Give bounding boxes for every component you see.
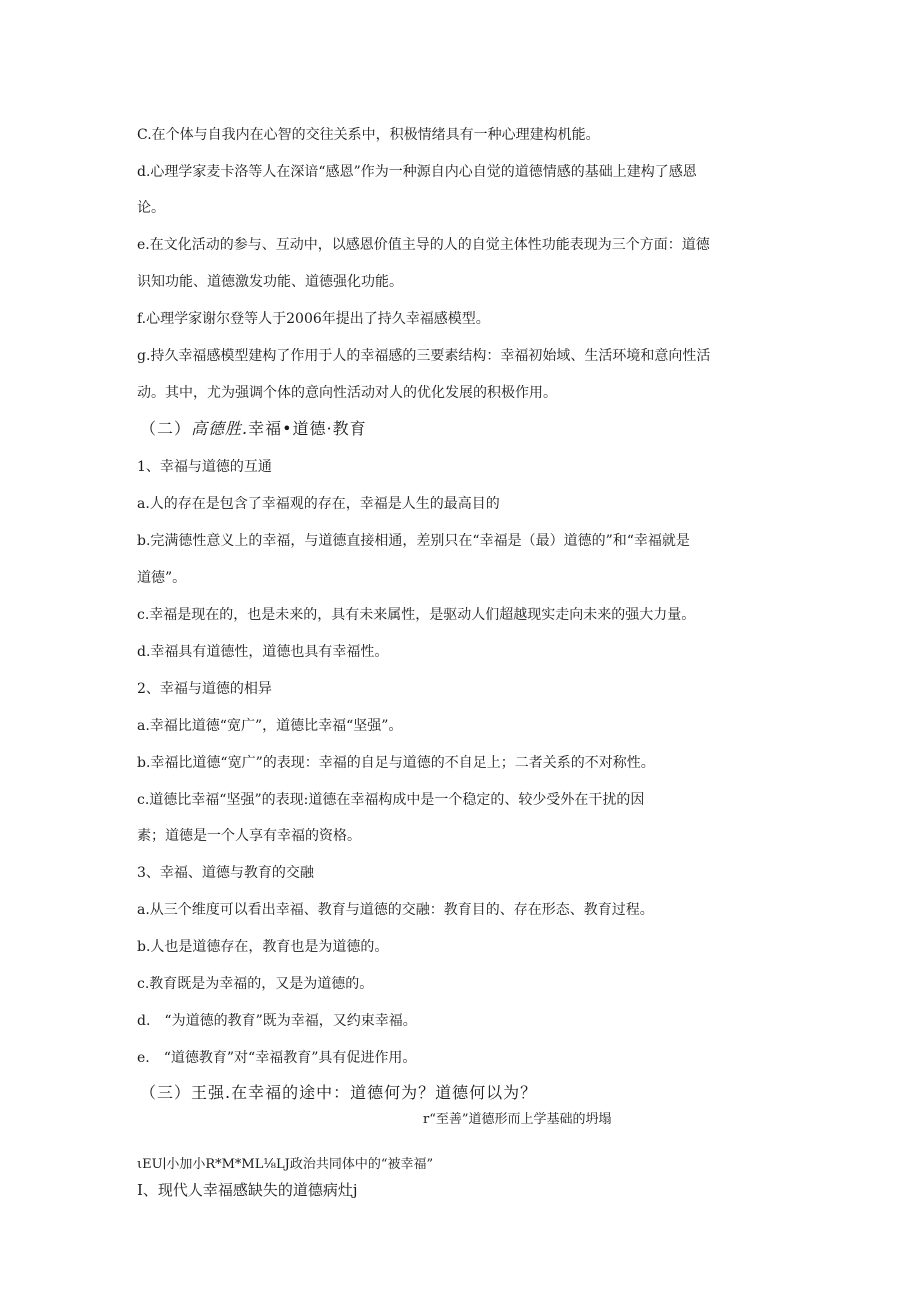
paragraph-line: b.人也是道德存在，教育也是为道德的。 <box>137 939 389 955</box>
subsection-title: 2、幸福与道德的相异 <box>137 681 272 697</box>
outline-root: I、现代人幸福感缺失的道德病灶j <box>137 1181 358 1199</box>
section-heading-2 <box>140 419 780 439</box>
paragraph-line: d. “为道德的教育”既为幸福，又约束幸福。 <box>137 1013 417 1029</box>
paragraph-line: g.持久幸福感模型建构了作用于人的幸福感的三要素结构：幸福初始域、生活环境和意向性活 <box>137 348 711 364</box>
paragraph-line: d.心理学家麦卡洛等人在深谙“感恩”作为一种源自内心自觉的道德情感的基础上建构了感恩 <box>137 164 697 180</box>
outline-branch-left: ιEU∣小加小R*M*ML⅛LJ政治共同体中的“被幸福” <box>137 1157 434 1172</box>
paragraph-line: a.从三个维度可以看出幸福、教育与道德的交融：教育目的、存在形态、教育过程。 <box>137 902 654 918</box>
paragraph-line: C.在个体与自我内在心智的交往关系中，积极情绪具有一种心理建构机能。 <box>137 127 600 143</box>
paragraph-line: f.心理学家谢尔登等人于2006年提出了持久幸福感模型。 <box>137 311 490 327</box>
paragraph-line: 道德”。 <box>137 570 187 586</box>
subsection-title: 3、幸福、道德与教育的交融 <box>137 865 314 881</box>
paragraph-line: 识知功能、道德激发功能、道德强化功能。 <box>137 274 403 290</box>
paragraph-line: 素；道德是一个人享有幸福的资格。 <box>137 828 361 844</box>
paragraph-line: b.幸福比道德“宽广”的表现：幸福的自足与道德的不自足上；二者关系的不对称性。 <box>137 755 655 771</box>
heading-author: 高德胜. <box>191 419 249 438</box>
paragraph-line: c.道德比幸福“坚强”的表现:道德在幸福构成中是一个稳定的、较少受外在干扰的因 <box>137 792 645 808</box>
section-heading-3: （三）王强.在幸福的途中：道德何为？道德何以为？ <box>140 1083 538 1102</box>
paragraph-line: 动。其中，尤为强调个体的意向性活动对人的优化发展的积极作用。 <box>137 385 557 401</box>
paragraph-line: b.完满德性意义上的幸福，与道德直接相通，差别只在“幸福是（最）道德的”和“幸福就是 <box>137 533 690 549</box>
paragraph-line: a.幸福比道德“宽广”，道德比幸福“坚强”。 <box>137 718 403 734</box>
paragraph-line: d.幸福具有道德性，道德也具有幸福性。 <box>137 644 389 660</box>
heading-title: 幸福•道德·教育 <box>248 419 367 438</box>
paragraph-line: c.幸福是现在的，也是未来的，具有未来属性，是驱动人们超越现实走向未来的强大力量。 <box>137 607 696 623</box>
paragraph-line: e. “道德教育”对“幸福教育”具有促进作用。 <box>137 1050 417 1066</box>
subsection-title: 1、幸福与道德的互通 <box>137 459 272 475</box>
heading-prefix: （二） <box>140 419 192 438</box>
paragraph-line: c.教育既是为幸福的，又是为道德的。 <box>137 976 374 992</box>
paragraph-line: e.在文化活动的参与、互动中，以感恩价值主导的人的自觉主体性功能表现为三个方面：道德 <box>137 237 710 253</box>
paragraph-line: 论。 <box>137 200 165 216</box>
outline-branch-right: r“至善”道德形而上学基础的坍塌 <box>423 1112 612 1127</box>
paragraph-line: a.人的存在是包含了幸福观的存在，幸福是人生的最高目的 <box>137 496 500 512</box>
